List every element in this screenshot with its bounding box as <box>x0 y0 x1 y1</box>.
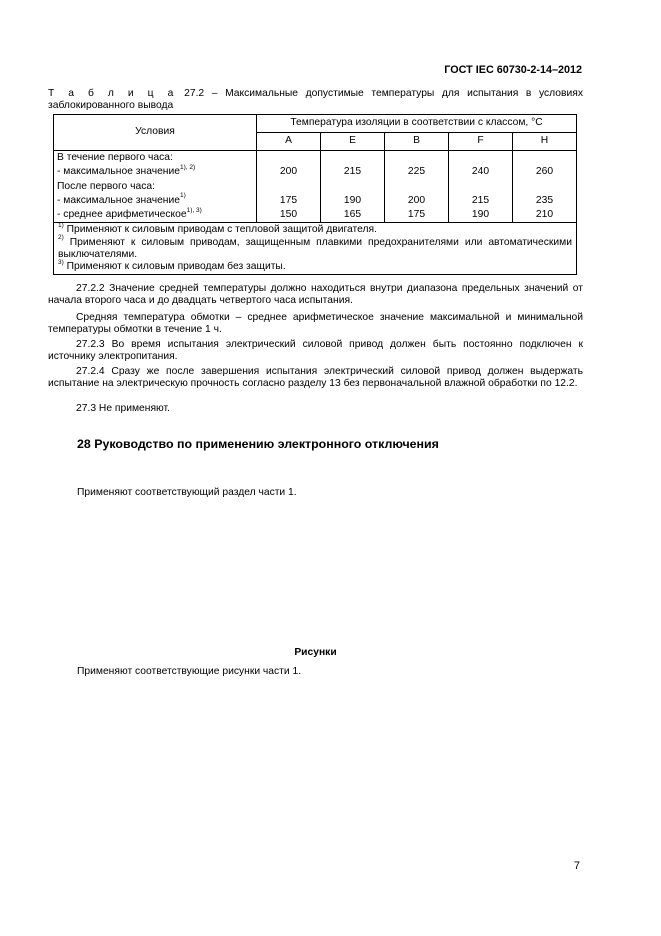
figures-title: Рисунки <box>294 647 337 658</box>
temperature-table <box>53 114 577 275</box>
class-header: B <box>385 133 449 151</box>
condition-line: - максимальное значение$^{1), 2)}$ <box>57 163 196 178</box>
class-header: F <box>449 133 513 151</box>
class-header: H <box>513 133 577 151</box>
table-caption-label: Т а б л и ц а <box>48 88 177 99</box>
conditions-header: Условия <box>54 115 257 151</box>
condition-line: - максимальное значение$^{1)}$ <box>57 192 186 206</box>
table-header-row-1 <box>54 115 577 133</box>
class-f-values: 240 215 190 <box>449 151 513 223</box>
paragraph-27-2-4: 27.2.4 Сразу же после завершения испытания электрический силовой привод должен выдержать испытание на электрическую прочность согласно разделу 13 без первоначальной влажной обработки по 12.2. <box>48 366 583 390</box>
condition-line: После первого часа: <box>57 180 155 192</box>
section-28-text: Применяют соответствующий раздел части 1. <box>77 487 297 498</box>
table-caption-text: 27.2 – Максимальные допустимые температуры для испытания в условиях заблокированного вывода <box>48 88 583 112</box>
class-header: E <box>321 133 385 151</box>
class-a-values: 200 175 150 <box>257 151 321 223</box>
page-number: 7 <box>573 860 580 872</box>
condition-line: - среднее арифметическое$^{1), 3)}$ <box>57 206 202 221</box>
paragraph-average-temperature: Средняя температура обмотки – среднее арифметическое значение максимальной и минимальной температуры обмотки в течение 1 ч. <box>48 312 583 336</box>
class-e-values: 215 190 165 <box>321 151 385 223</box>
standard-header: ГОСТ IEC 60730-2-14–2012 <box>444 64 582 76</box>
condition-line: В течение первого часа: <box>57 152 173 163</box>
table-notes <box>54 223 577 275</box>
conditions-cell <box>54 151 257 223</box>
table-values-row <box>54 151 577 223</box>
class-header: A <box>257 133 321 151</box>
class-h-values: 260 235 210 <box>513 151 577 223</box>
table-note: $^{3)}$ Применяют к силовым приводам без защиты. <box>58 258 286 273</box>
table-caption <box>48 88 583 113</box>
class-b-values: 225 200 175 <box>385 151 449 223</box>
temperature-group-header: Температура изоляции в соответствии с классом, °С <box>257 115 577 133</box>
table-note: $^{1)}$ Применяют к силовым приводам с тепловой защитой двигателя. <box>58 222 377 236</box>
table-notes-row <box>54 223 577 275</box>
figures-text: Применяют соответствующие рисунки части 1. <box>77 666 302 677</box>
paragraph-27-2-3: 27.2.3 Во время испытания электрический силовой привод должен быть постоянно подключен к источнику электропитания. <box>48 339 583 363</box>
paragraph-27-3: 27.3 Не применяют. <box>76 403 170 414</box>
section-28-title: 28 Руководство по применению электронного отключения <box>77 437 439 451</box>
table-note: $^{2)}$ Применяют к силовым приводам, защищенным плавкими предохранителями или автоматическими выключателями. <box>58 234 572 260</box>
paragraph-27-2-2: 27.2.2 Значение средней температуры должно находиться внутри диапазона предельных значений от начала второго часа и до двадцать четвертого часа испытания. <box>48 283 583 307</box>
